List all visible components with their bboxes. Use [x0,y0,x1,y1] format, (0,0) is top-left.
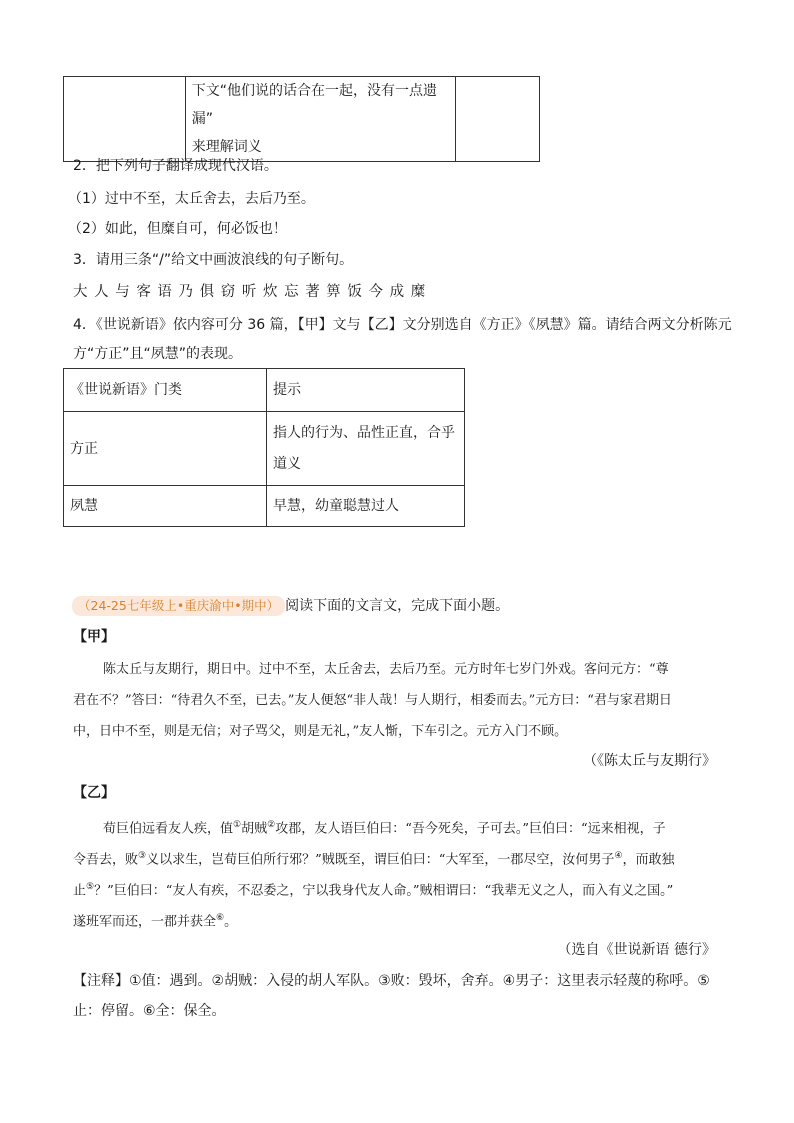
jia-line-2: 君在不？”答曰：“待君久不至，已去。”友人便怒“非人哉！与人期行，相委而去。”元方曰：“君与家君期日 [73,693,672,708]
q4-table-row-suhui-hint: 早慧，幼童聪慧过人 [267,486,465,527]
jia-label: 【甲】 [73,629,115,645]
yi-line-1-b: 胡贼 [241,821,268,837]
footnote-marker-2: ② [267,820,276,830]
yi-line-2 [73,841,674,875]
q4-table-row-fangzheng-hint-2: 道义 [273,455,301,472]
q4-table-header-hint: 提示 [267,369,465,412]
q4-table-row-fangzheng-hint [267,412,465,486]
footnote-marker-5: ⑤ [86,882,95,892]
notes-line-2: 止：停留。⑥全：保全。 [73,1003,226,1019]
yi-line-1-c: 攻郡，友人语巨伯曰：“吾今死矣，子可去。”巨伯曰：“远来相视，子 [275,821,666,837]
yi-line-4 [73,903,237,937]
footnote-marker-6: ⑥ [216,913,225,923]
q2-sentence-2: （2）如此，但糜自可，何必饭也！ [68,221,287,237]
q4-line-1: 4．《世说新语》依内容可分 36 篇，【甲】文与【乙】文分别选自《方正》《夙慧》篇。请结合两文分析陈元 [73,317,732,333]
jia-line-1: 陈太丘与友期行，期日中。过中不至，太丘舍去，去后乃至。元方时年七岁门外戏。客问元方：“尊 [103,662,669,677]
notes-line-1: 【注释】①值：遇到。②胡贼：入侵的胡人军队。③败：毁坏，舍弃。④男子：这里表示轻蔑的称呼。⑤ [73,973,710,989]
section-intro: 阅读下面的文言文，完成下面小题。 [285,598,510,614]
yi-label: 【乙】 [73,785,115,801]
q4-table [63,368,465,527]
yi-line-1-a: 荀巨伯远看友人疾，值 [103,821,234,837]
q4-table-row-fangzheng-hint-1: 指人的行为、品性正直，合乎 [273,424,455,441]
yi-line-4-a: 遂班军而还，一郡并获全 [73,914,217,930]
q4-line-2: 方“方正”且“夙慧”的表现。 [73,346,243,362]
jia-line-3: 中，日中不至，则是无信；对子骂父，则是无礼，”友人惭，下车引之。元方入门不顾。 [73,724,568,739]
q3-sentence: 大 人 与 客 语 乃 俱 窃 听 炊 忘 著 箅 饭 今 成 糜 [73,284,427,300]
q2-sentence-1: （1）过中不至，太丘舍去，去后乃至。 [68,191,315,207]
top-table-cell-text2: 来理解词义 [191,139,262,155]
top-table [63,76,540,162]
yi-line-2-a: 令吾去，败 [73,852,139,868]
top-table-cell-text1: 下文“他们说的话合在一起，没有一点遗漏” [191,83,438,127]
q3-title: 3．请用三条“/”给文中画波浪线的句子断句。 [73,252,354,268]
yi-line-3-a: 止 [73,883,87,899]
q4-table-header-category: 《世说新语》门类 [64,369,267,412]
yi-line-3-b: ？”巨伯曰：“友人有疾，不忍委之，宁以我身代友人命。”贼相谓曰：“我辈无义之人，而入有义之国。” [94,883,674,899]
yi-line-1 [103,810,666,844]
q4-table-row-suhui-category: 夙慧 [64,486,267,527]
yi-line-3 [73,872,673,906]
jia-source: （《陈太丘与友期行》 [583,753,716,769]
footnote-marker-1: ① [233,820,242,830]
footnote-marker-3: ③ [138,851,147,861]
source-badge: （24-25七年级上•重庆渝中•期中） [72,596,285,616]
top-table-cell-empty-right [456,77,540,162]
footnote-marker-4: ④ [614,851,623,861]
section-intro-line [72,591,509,621]
yi-line-4-b: 。 [224,914,238,930]
yi-source: （选自《世说新语 德行》 [557,942,716,958]
yi-line-2-b: 义以求生，岂荀巨伯所行邪？”贼既至，谓巨伯曰：“大军至，一郡尽空，汝何男子 [146,852,615,868]
top-table-cell-empty-left [64,77,186,162]
q4-table-row-fangzheng-category: 方正 [64,412,267,486]
q2-title: 2．把下列句子翻译成现代汉语。 [73,158,278,174]
top-table-cell-middle [185,77,456,162]
yi-line-2-c: ，而敢独 [622,852,675,868]
